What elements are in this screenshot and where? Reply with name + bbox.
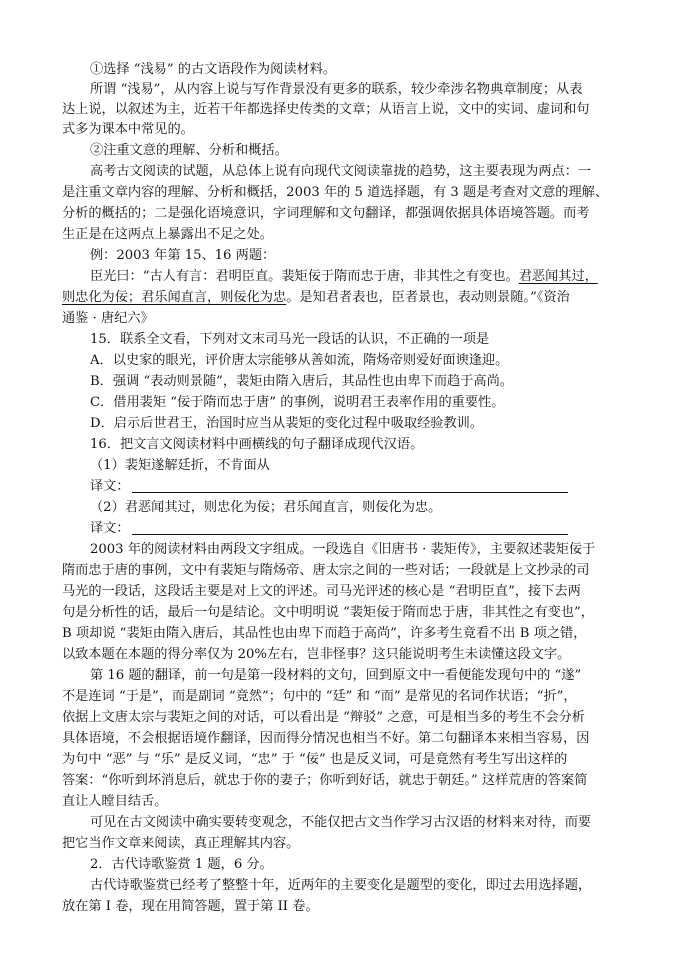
- underlined-sentence: 君恶闻其过，: [518, 269, 598, 284]
- option-a: A．以史家的眼光，评价唐太宗能够从善如流，隋炀帝则爱好面谀逢迎。: [90, 353, 509, 368]
- answer-line-2: [90, 519, 622, 539]
- text-line: B 项却说 “裴矩由隋入唐后，其品性也由卑下而趋于高尚”，许多考生竟看不出 B 项之错，: [62, 626, 587, 641]
- answer-line-1: [90, 477, 622, 497]
- text-line: 依据上文唐太宗与裴矩之间的对话，可以看出是 “辩驳” 之意，可是相当多的考生不会分析: [62, 710, 585, 725]
- option-b: B．强调 “表动则景随”，裴矩由隋入唐后，其品性也由卑下而趋于高尚。: [90, 374, 513, 389]
- text-line: 把它当作文章来阅读，真正理解其内容。: [62, 836, 300, 851]
- text-line: 答案：“你听到坏消息后，就忠于你的妻子；你听到好话，就忠于朝廷。” 这样荒唐的答案简: [62, 773, 588, 788]
- para-heading-1: ①选择 “浅易” 的古文语段作为阅读材料。: [90, 62, 337, 77]
- subquestion-1: （1）裴矩遂解廷折，不肯面从: [90, 458, 270, 473]
- question-15: 15．联系全文看，下列对文末司马光一段话的认识，不正确的一项是: [90, 332, 490, 347]
- text-line: 高考古文阅读的试题，从总体上说有向现代文阅读靠拢的趋势，这主要表现为两点：一: [90, 164, 592, 179]
- text-line: 2003 年的阅读材料由两段文字组成。一段选自《旧唐书 · 裴矩传》，主要叙述裴矩佞于: [90, 542, 596, 557]
- underlined-sentence: 则忠化为佞；君乐闻直言，则佞化为忠: [62, 290, 287, 305]
- text-line: 古代诗歌鉴赏已经考了整整十年，近两年的主要变化是题型的变化，即过去用选择题，: [90, 878, 592, 893]
- section-heading: 2．古代诗歌鉴赏 1 题，6 分。: [90, 857, 273, 872]
- quote-text: 臣光曰：“古人有言：君明臣直。裴矩佞于隋而忠于唐，非其性之有变也。: [90, 269, 519, 284]
- question-16: 16．把文言文阅读材料中画横线的句子翻译成现代汉语。: [90, 437, 424, 452]
- answer-blank[interactable]: [132, 478, 568, 493]
- text-line: 第 16 题的翻译，前一句是第一段材料的文句，回到原文中一看便能发现句中的 “遂”: [90, 668, 582, 683]
- answer-blank[interactable]: [132, 520, 568, 535]
- text-line: 达上说，以叙述为主，近若干年都选择史传类的文章；从语言上说，文中的实词、虚词和句: [62, 102, 590, 117]
- text-line: 生正是在这两点上暴露出不足之处。: [62, 227, 273, 242]
- quote-line: [62, 288, 622, 308]
- quote-text: 。是知君者表也，臣者景也，表动则景随。”《资治: [286, 290, 570, 305]
- subquestion-2: （2）君恶闻其过，则忠化为佞；君乐闻直言，则佞化为忠。: [90, 500, 442, 515]
- text-line: 马光的一段话，这段话主要是对上文的评述。司马光评述的核心是 “君明臣直”，接下去两: [62, 584, 581, 599]
- text-line: 隋而忠于唐的事例，文中有裴矩与隋炀帝、唐太宗之间的一些对话；一段就是上文抄录的司: [62, 563, 590, 578]
- text-line: 放在第 I 卷，现在用简答题，置于第 II 卷。: [62, 899, 319, 914]
- text-line: 分析的概括的；二是强化语境意识，字词理解和文句翻译，都强调依据具体语境答题。而考: [62, 206, 590, 221]
- text-line: 为句中 “恶” 与 “乐” 是反义词，“忠” 于 “佞” 也是反义词，可是竟然有考生写出这样的: [62, 752, 568, 767]
- answer-label: 译文：: [90, 479, 130, 494]
- text-line: 具体语境，不会根据语境作翻译，因而得分情况也相当不好。第二句翻译本来相当容易，因: [62, 731, 590, 746]
- quote-line: [90, 267, 622, 287]
- quote-source: 通鉴 · 唐纪六》: [62, 311, 154, 326]
- text-line: 所谓 “浅易”，从内容上说与写作背景没有更多的联系，较少牵涉名物典章制度；从表: [90, 82, 583, 97]
- text-line: 直让人瞠目结舌。: [62, 794, 168, 809]
- text-line: 可见在古文阅读中确实要转变观念，不能仅把古文当作学习古汉语的材料来对待，而要: [90, 815, 592, 830]
- text-line: 是注重文章内容的理解、分析和概括，2003 年的 5 道选择题，有 3 题是考查对文意的理解、: [62, 185, 609, 200]
- example-label: 例：2003 年第 15、16 两题：: [90, 248, 276, 263]
- text-line: 式多为课本中常见的。: [62, 122, 194, 137]
- option-c: C．借用裴矩 “佞于隋而忠于唐” 的事例，说明君王表率作用的重要性。: [90, 395, 505, 410]
- text-line: 以致本题在本题的得分率仅为 20%左右，岂非怪事？这只能说明考生未读懂这段文字。: [62, 647, 571, 662]
- para-heading-2: ②注重文意的理解、分析和概括。: [90, 143, 288, 158]
- text-line: 句是分析性的话，最后一句是结论。文中明明说 “裴矩佞于隋而忠于唐，非其性之有变也”，: [62, 605, 594, 620]
- answer-label: 译文：: [90, 521, 130, 536]
- text-line: 不是连词 “于是”，而是副词 “竟然”；句中的 “廷” 和 “而” 是常见的名词作状语；“折”，: [62, 689, 577, 704]
- option-d: D．启示后世君王，治国时应当从裴矩的变化过程中吸取经验教训。: [90, 416, 484, 431]
